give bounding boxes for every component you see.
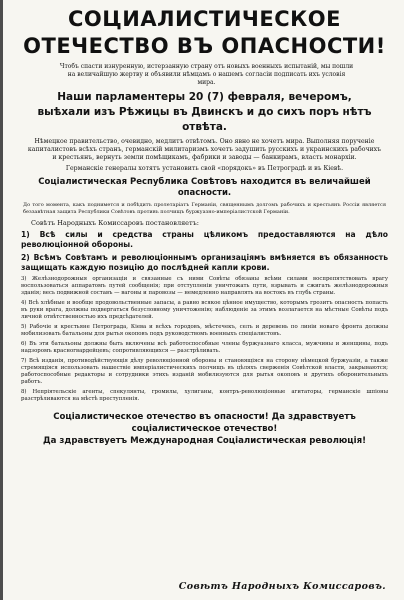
decree-lead: Совѣтъ Народныхъ Комиссаровъ постановляетъ: [31,219,199,227]
duty-paragraph: До того момента, какъ поднимется и побѣдитъ пролетаріатъ Германіи, священнымъ долгомъ рабочихъ и крестьянъ Россіи является беззавѣтная защита Республики Совѣтовъ противъ полчищъ буржуазно-имперіалистской Германіи. [23,202,386,215]
german-government-paragraph: Нѣмецкое правительство, очевидно, медлитъ отвѣтомъ. Оно явно не хочетъ мира. Выполняя порученіе капиталистовъ всѣхъ странъ, германскій милитаризмъ хочетъ задушить русскихъ и украинскихъ рабочихъ и крестьянъ, вернуть земли помѣщикамъ, фабрики и заводы — банкирамъ, власть монархіи. [27,138,382,161]
slogan-revolution: Да здравствуетъ Международная Соціалистическая революція! [42,436,367,446]
slogan-fatherland: Соціалистическое отечество въ опасности! Да здравствуетъ соціалистическое отечество! [53,412,356,434]
poster-title-line-2: ОТЕЧЕСТВО ВЪ ОПАСНОСТИ! [23,34,386,58]
decree-point-1: 1) Всѣ силы и средства страны цѣликомъ предоставляются на дѣло революціонной обороны. [21,230,388,249]
signature: Совѣтъ Народныхъ Комиссаровъ. [178,581,386,592]
intro-paragraph: Чтобъ спасти изнуренную, истерзанную страну отъ новыхъ военныхъ испытаній, мы пошли на величайшую жертву и объявили нѣмцамъ о нашемъ согласіи подписать ихъ условія мира. [59,63,354,86]
poster-title-line-1: СОЦИАЛИСТИЧЕСКОЕ [68,7,341,31]
parliamentarians-headline: Наши парламентеры 20 (7) февраля, вечеромъ, выѣхали изъ Рѣжицы въ Двинскъ и до сихъ поръ нѣтъ отвѣта. [37,91,372,133]
german-generals-paragraph: Германскіе генералы хотятъ установить свой «порядокъ» въ Петроградѣ и въ Кіевѣ. [65,165,344,172]
decree-point-7: 7) Всѣ изданія, противодѣйствующія дѣлу революціонной обороны и становящіяся на сторону нѣмецкой буржуазіи, а также стремящіяся использовать нашествіе имперіалистическихъ полчищъ въ цѣляхъ сверженія Совѣтской власти, закрываются; работоспособные редакторы и сотрудники этихъ изданій мобилизуются для рытья окоповъ и другихъ оборонительныхъ работъ. [21,358,388,385]
poster-title [21,6,388,60]
decree-points [21,230,388,403]
decree-point-2: 2) Всѣмъ Совѣтамъ и революціоннымъ организаціямъ вмѣняется въ обязанность защищать каждую позицію до послѣдней капли крови. [21,253,388,272]
decree-point-6: 6) Въ эти батальоны должны быть включены всѣ работоспособные члены буржуазнаго класса, мужчины и женщины, подъ надзоромъ красногвардейцевъ; сопротивляющихся — разстрѣливать. [21,341,388,354]
decree-point-5: 5) Рабочіе и крестьяне Петрограда, Кіева и всѣхъ городовъ, мѣстечекъ, селъ и деревень по линіи новаго фронта должны мобилизовать батальоны для рытья окоповъ подъ руководствомъ военныхъ спеціалистовъ. [21,324,388,337]
republic-in-danger-statement: Соціалистическая Республика Совѣтовъ находится въ величайшей опасности. [38,177,371,198]
decree-point-8: 8) Непріятельскіе агенты, спекулянты, громилы, хулиганы, контръ-революціонные агитаторы, германскіе шпіоны разстрѣливаются на мѣстѣ преступленія. [21,389,388,402]
decree-point-4: 4) Всѣ хлѣбные и вообще продовольственные запасы, а равно всякое цѣнное имущество, которымъ грозитъ опасность попасть въ руки врага, должны подвергаться безусловному уничтоженію; наблюденіе за этимъ возлагается на мѣстные Совѣты подъ личной отвѣтственностью ихъ предсѣдателей. [21,300,388,320]
decree-point-3: 3) Желѣзнодорожныя организаціи и связанные съ ними Совѣты обязаны всѣми силами воспрепятствовать врагу воспользоваться аппаратомъ путей сообщенія; при отступленіи уничтожать пути, взрывать и сжигать желѣзнодорожныя зданія; весь подвижной составъ — вагоны и паровозы — немедленно направлять на востокъ въ глубь страны. [21,276,388,296]
slogans [21,411,388,447]
